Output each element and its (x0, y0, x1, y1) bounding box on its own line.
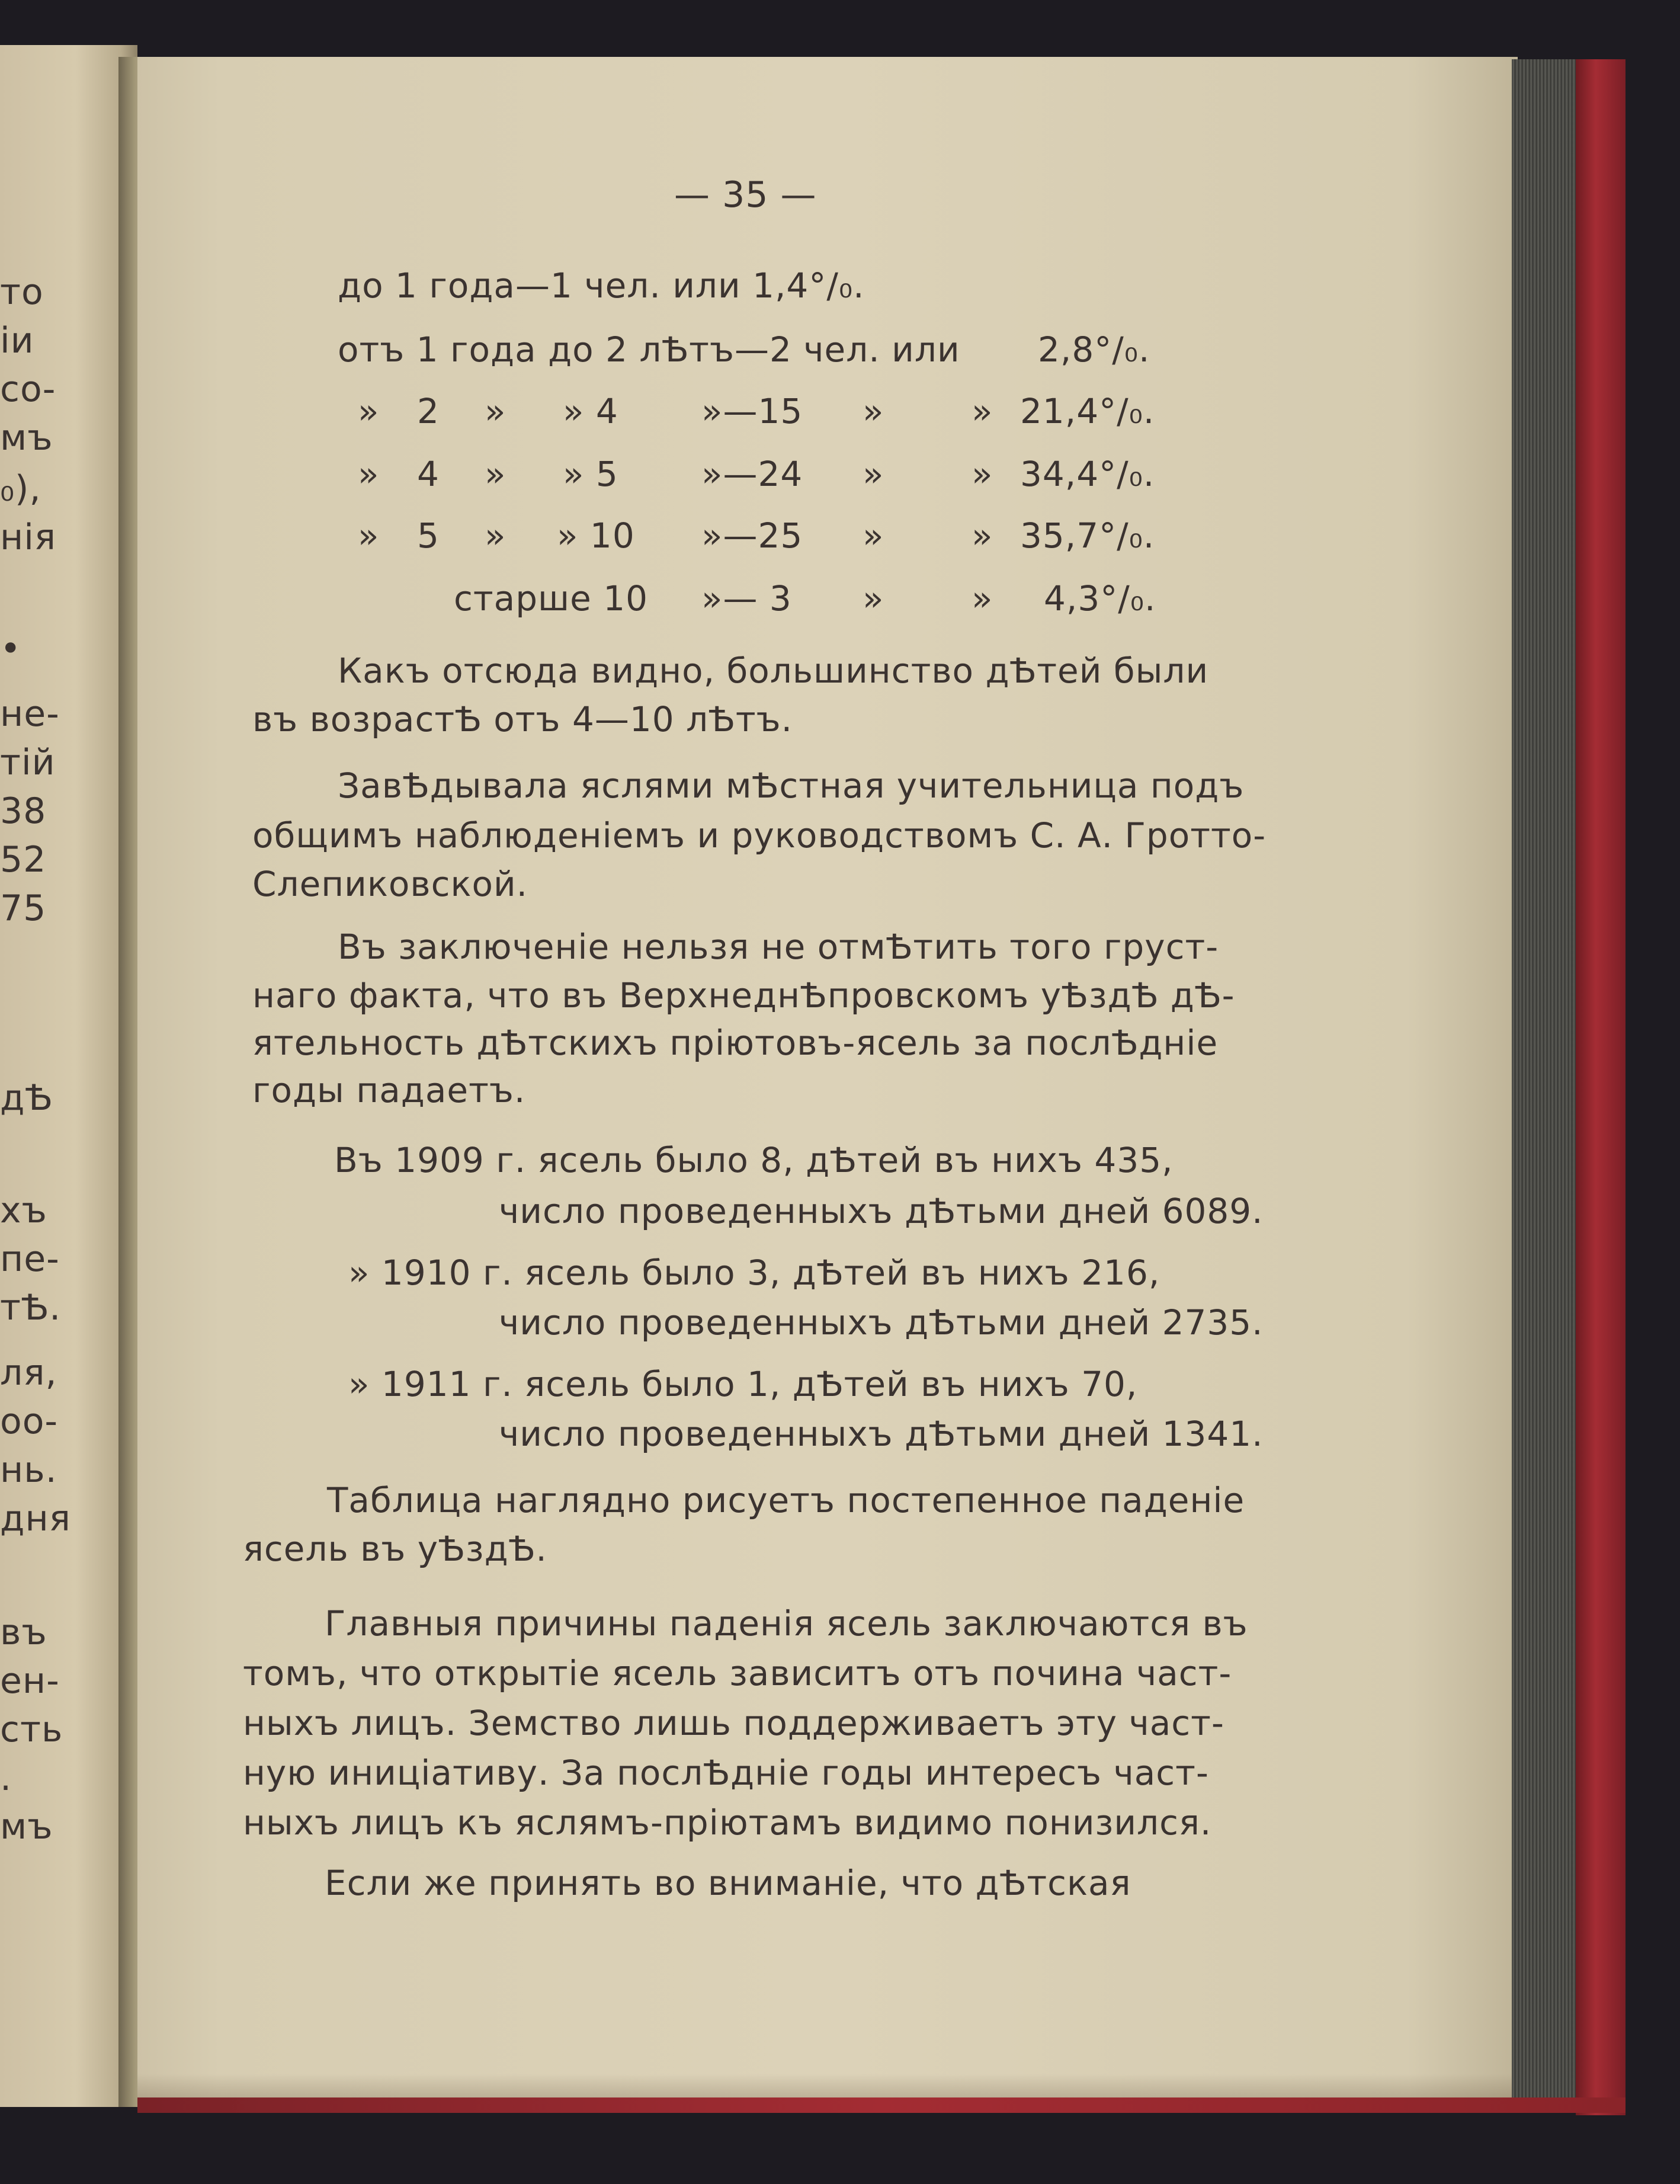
text-line: Главныя причины паденія ясель заключаются въ (325, 1603, 1248, 1644)
text-line: ныхъ лицъ. Земство лишь поддерживаетъ эту част- (243, 1703, 1224, 1743)
left-fragment: іи (0, 320, 34, 361)
age-cell: » (863, 391, 884, 431)
text-line: годы падаетъ. (252, 1070, 526, 1110)
text-line: томъ, что открытіе ясель зависитъ отъ почина част- (243, 1653, 1232, 1693)
left-fragment: то (0, 271, 44, 313)
age-cell: » (485, 454, 506, 494)
left-fragment: дѢ (0, 1077, 53, 1119)
year-line: » 1910 г. ясель было 3, дѢтей въ нихъ 216, (348, 1253, 1160, 1293)
page-number: — 35 — (674, 174, 817, 216)
age-cell: » (485, 515, 506, 556)
age-cell: » (863, 578, 884, 619)
age-cell: » (358, 454, 380, 494)
age-cell: отъ 1 года до 2 лѢтъ—2 чел. или (338, 329, 960, 370)
text-line: Слепиковской. (252, 864, 528, 904)
age-cell: 4 (417, 454, 440, 494)
year-line-sub: число проведенныхъ дѢтьми дней 1341. (499, 1414, 1264, 1454)
book-cover-edge (1576, 59, 1626, 2115)
text-line: ЗавѢдывала яслями мѢстная учительница подъ (338, 766, 1245, 806)
age-cell: » (358, 391, 380, 431)
age-cell: старше 10 (454, 578, 649, 619)
page-edges (1512, 59, 1583, 2106)
left-fragment: тѢ. (0, 1287, 62, 1328)
text-line: общимъ наблюденіемъ и руководствомъ С. А. Гротто- (252, 815, 1267, 856)
year-line-sub: число проведенныхъ дѢтьми дней 2735. (499, 1302, 1264, 1343)
text-line: ятельность дѢтскихъ пріютовъ-ясель за послѢдніе (252, 1023, 1219, 1063)
age-cell: » (863, 454, 884, 494)
age-row: до 1 года—1 чел. или 1,4°/₀. (338, 265, 865, 306)
age-cell: » (358, 515, 380, 556)
year-line-sub: число проведенныхъ дѢтьми дней 6089. (499, 1191, 1264, 1231)
left-fragment: мъ (0, 1806, 53, 1847)
text-line: Таблица наглядно рисуетъ постепенное паденіе (327, 1480, 1245, 1520)
age-cell: » (972, 391, 993, 431)
left-fragment: нія (0, 517, 56, 558)
age-cell: 21,4°/₀. (1020, 391, 1155, 431)
age-cell: 34,4°/₀. (1020, 454, 1155, 494)
year-line: Въ 1909 г. ясель было 8, дѢтей въ нихъ 435, (334, 1140, 1174, 1180)
age-cell: 5 (417, 515, 440, 556)
age-cell: »—25 (701, 515, 803, 556)
left-fragment: дня (0, 1498, 71, 1539)
text-line: Если же принять во вниманіе, что дѢтская (325, 1863, 1131, 1903)
left-fragment: 75 (0, 888, 47, 929)
left-fragment: нь. (0, 1449, 57, 1491)
left-fragment: хъ (0, 1190, 47, 1231)
left-fragment: пе- (0, 1238, 60, 1280)
age-cell: 35,7°/₀. (1020, 515, 1155, 556)
age-cell: 2,8°/₀. (1038, 329, 1150, 370)
age-cell: » (485, 391, 506, 431)
age-cell: 2 (417, 391, 440, 431)
left-fragment: со- (0, 369, 56, 410)
year-line: » 1911 г. ясель было 1, дѢтей въ нихъ 70, (348, 1364, 1138, 1404)
left-fragment: 52 (0, 839, 47, 880)
left-fragment: мъ (0, 417, 53, 459)
left-fragment: ля, (0, 1352, 57, 1394)
left-fragment: тій (0, 742, 56, 783)
text-line: ную иниціативу. За послѢдніе годы интересъ част- (243, 1753, 1209, 1793)
age-cell: » 5 (563, 454, 618, 494)
text-line: наго факта, что въ ВерхнеднѢпровскомъ уѢздѢ дѢ- (252, 975, 1235, 1016)
book-cover-bottom (137, 2097, 1626, 2113)
age-cell: » (972, 454, 993, 494)
text-line: Въ заключеніе нельзя не отмѢтить того груст- (338, 927, 1219, 967)
left-fragment: 38 (0, 790, 47, 832)
age-cell: » 10 (557, 515, 635, 556)
text-line: ныхъ лицъ къ яслямъ-пріютамъ видимо понизился. (243, 1802, 1212, 1843)
left-fragment: не- (0, 693, 60, 735)
left-fragment: . (0, 1757, 12, 1799)
age-cell: »— 3 (701, 578, 792, 619)
left-fragment: ₀), (0, 468, 41, 510)
age-cell: » (972, 578, 993, 619)
text-line (338, 651, 1267, 691)
left-fragment: въ (0, 1612, 47, 1653)
left-fragment: сть (0, 1709, 63, 1750)
age-cell: » 4 (563, 391, 618, 431)
age-cell: »—24 (701, 454, 803, 494)
text-line: въ возрастѢ отъ 4—10 лѢтъ. (252, 699, 793, 739)
left-fragment: • (0, 628, 22, 670)
age-cell: »—15 (701, 391, 803, 431)
age-cell: » (972, 515, 993, 556)
age-cell: 4,3°/₀. (1044, 578, 1156, 619)
text-line: ясель въ уѢздѢ. (243, 1529, 547, 1569)
left-fragment: ен- (0, 1660, 60, 1702)
left-fragment: оо- (0, 1401, 59, 1442)
text-line-content: Какъ отсюда видно, большинство дѢтей были (338, 651, 1209, 691)
age-cell: » (863, 515, 884, 556)
